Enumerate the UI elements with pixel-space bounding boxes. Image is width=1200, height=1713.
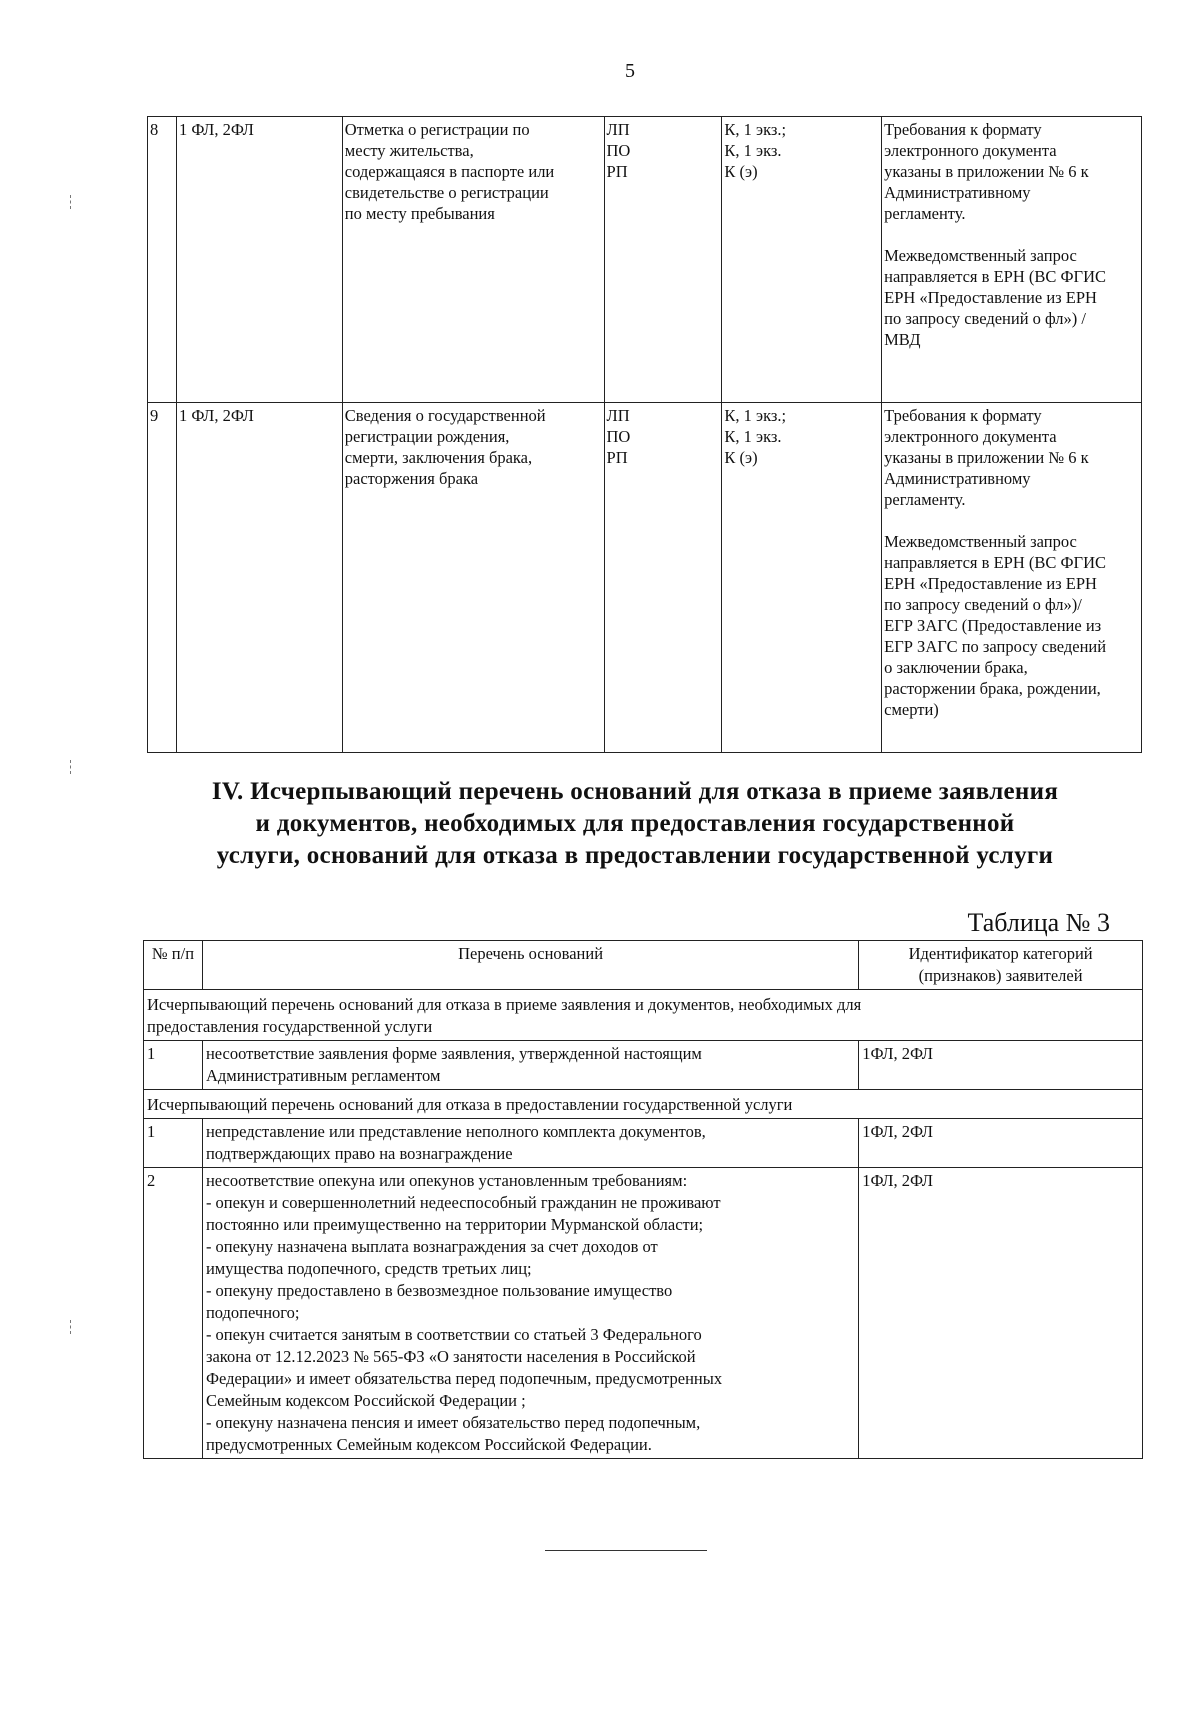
row-number: 1 bbox=[144, 1119, 203, 1168]
section-heading: IV. Исчерпывающий перечень оснований для отказа в приеме заявления и документов, необходимых для предоставления государственной услуги, оснований для отказа в предоставлении государственной услуги bbox=[211, 778, 1059, 869]
ground-text: несоответствие опекуна или опекунов установленным требованиям: - опекун и совершеннолетний недееспособный гражданин не проживают постоянно или преимущественно на территории Мурманской области; - опекуну назначена выплата вознаграждения за счет доходов от имущества подопечного, средств третьих лиц; - опекуну предоставлено в безвозмездное пользование имущество подопечного; - опекун считается занятым в соответствии со статьей 3 Федерального закона от 12.12.2023 № 565-ФЗ «О занятости населения в Российской Федерации» и имеет обязательства перед подопечным, предусмотренных Семейным кодексом Российской Федерации ; - опекуну назначена пенсия и имеет обязательство перед подопечным, предусмотренных Семейным кодексом Российской Федерации. bbox=[202, 1168, 858, 1459]
table-row bbox=[148, 403, 1142, 753]
row-number: 8 bbox=[148, 117, 177, 403]
table-header-row bbox=[144, 941, 1143, 990]
document-name: Сведения о государственной регистрации рождения, смерти, заключения брака, расторжения брака bbox=[342, 403, 604, 753]
header-grounds: Перечень оснований bbox=[202, 941, 858, 990]
ground-text: несоответствие заявления форме заявления, утвержденной настоящим Административным регламентом bbox=[202, 1041, 858, 1090]
group-title-row bbox=[144, 1090, 1143, 1119]
row-number: 2 bbox=[144, 1168, 203, 1459]
applicant-identifier: 1ФЛ, 2ФЛ bbox=[859, 1041, 1143, 1090]
document-name: Отметка о регистрации по месту жительства, содержащаяся в паспорте или свидетельстве о регистрации по месту пребывания bbox=[342, 117, 604, 403]
applicant-identifier: 1ФЛ, 2ФЛ bbox=[859, 1119, 1143, 1168]
page-number: 5 bbox=[625, 60, 635, 82]
applicant-categories: 1 ФЛ, 2ФЛ bbox=[176, 403, 342, 753]
header-number: № п/п bbox=[144, 941, 203, 990]
table-label: Таблица № 3 bbox=[967, 908, 1110, 937]
table-row bbox=[148, 117, 1142, 403]
group-title-row bbox=[144, 990, 1143, 1041]
margin-mark bbox=[70, 1320, 71, 1334]
table-row bbox=[144, 1119, 1143, 1168]
row-number: 9 bbox=[148, 403, 177, 753]
footer-divider bbox=[545, 1550, 707, 1551]
documents-table bbox=[147, 116, 1142, 753]
applicant-identifier: 1ФЛ, 2ФЛ bbox=[859, 1168, 1143, 1459]
applicant-categories: 1 ФЛ, 2ФЛ bbox=[176, 117, 342, 403]
row-number: 1 bbox=[144, 1041, 203, 1090]
group-title-refusal-acceptance: Исчерпывающий перечень оснований для отказа в приеме заявления и документов, необходимых для предоставления государственной услуги bbox=[144, 990, 1143, 1041]
copy-requirements: К, 1 экз.; К, 1 экз. К (э) bbox=[722, 403, 882, 753]
table-row bbox=[144, 1041, 1143, 1090]
margin-mark bbox=[70, 760, 71, 774]
ground-text: непредставление или представление неполного комплекта документов, подтверждающих право на вознаграждение bbox=[202, 1119, 858, 1168]
document-notes: Требования к формату электронного документа указаны в приложении № 6 к Административному регламенту. Межведомственный запрос направляется в ЕРН (ВС ФГИС ЕРН «Предоставление из ЕРН по запросу сведений о фл») / МВД bbox=[882, 117, 1142, 403]
submission-forms: ЛП ПО РП bbox=[604, 117, 722, 403]
grounds-table bbox=[143, 940, 1143, 1459]
header-identifier: Идентификатор категорий (признаков) заявителей bbox=[859, 941, 1143, 990]
copy-requirements: К, 1 экз.; К, 1 экз. К (э) bbox=[722, 117, 882, 403]
table-row bbox=[144, 1168, 1143, 1459]
group-title-refusal-service: Исчерпывающий перечень оснований для отказа в предоставлении государственной услуги bbox=[144, 1090, 1143, 1119]
margin-mark bbox=[70, 195, 71, 209]
document-notes: Требования к формату электронного документа указаны в приложении № 6 к Административному регламенту. Межведомственный запрос направляется в ЕРН (ВС ФГИС ЕРН «Предоставление из ЕРН по запросу сведений о фл»)/ ЕГР ЗАГС (Предоставление из ЕГР ЗАГС по запросу сведений о заключении брака, расторжении брака, рождении, смерти) bbox=[882, 403, 1142, 753]
submission-forms: ЛП ПО РП bbox=[604, 403, 722, 753]
